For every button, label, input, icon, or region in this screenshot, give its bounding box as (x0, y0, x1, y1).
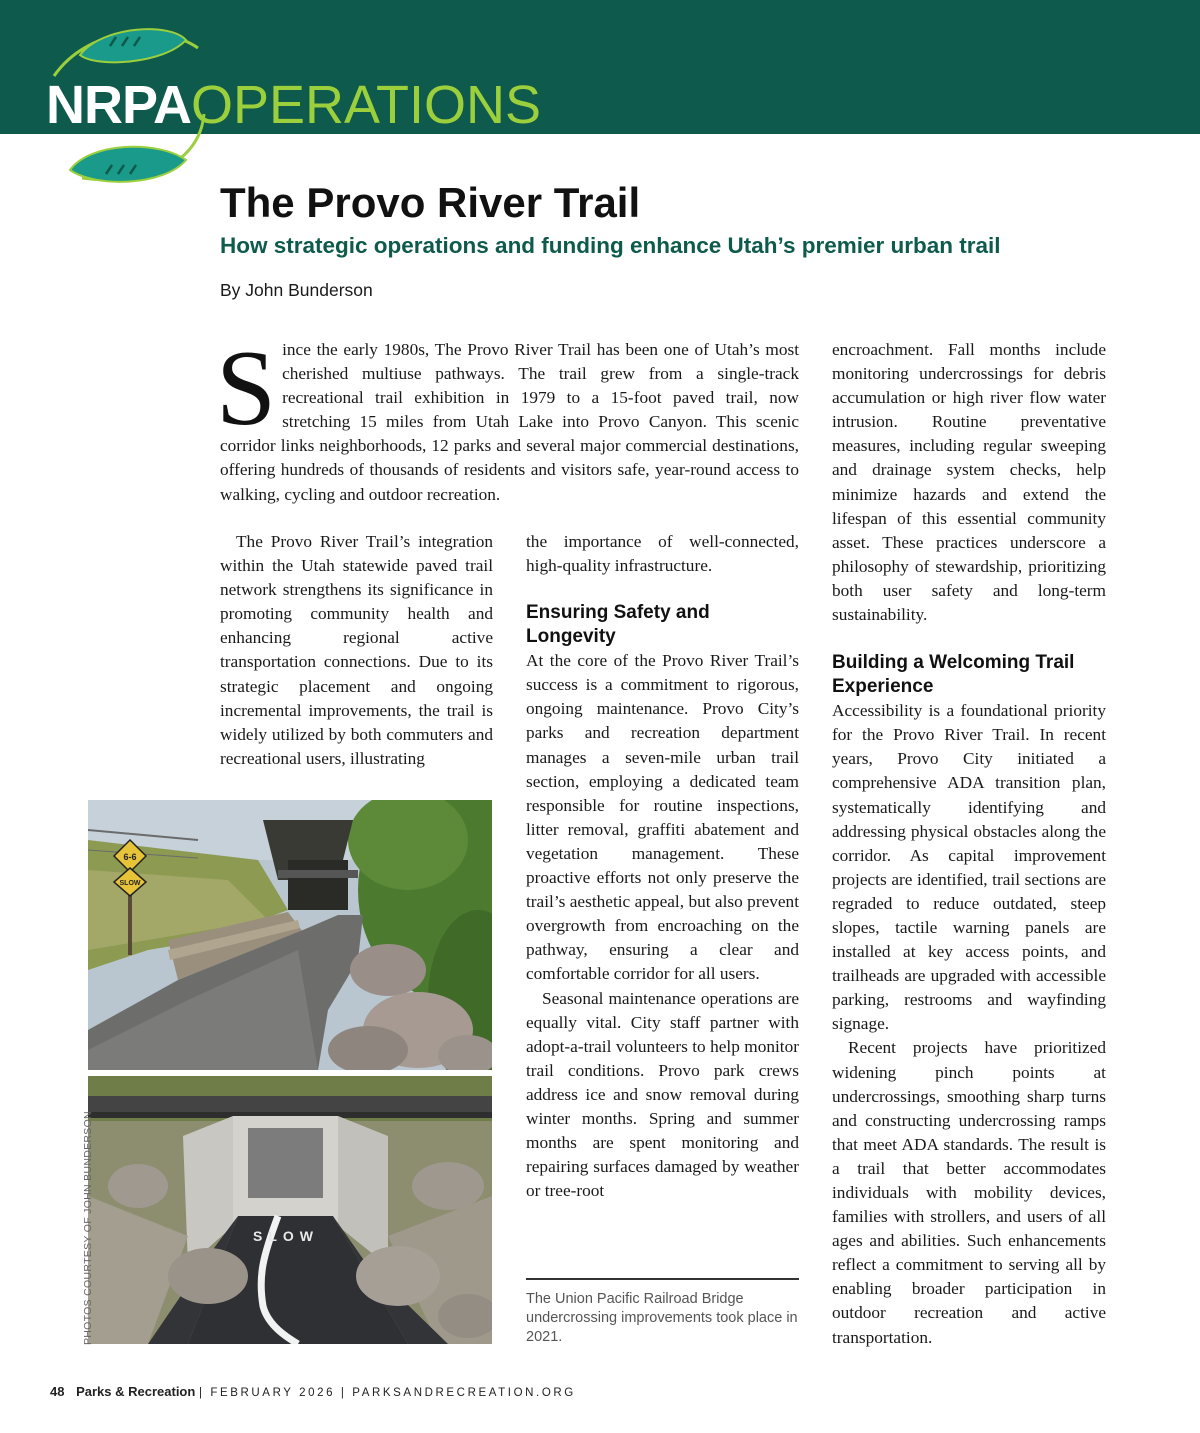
brand-logotype (46, 70, 541, 140)
page-footer (50, 1383, 576, 1402)
body-paragraph: encroachment. Fall months include monitoring undercrossings for debris accumulation or high river flow water intrusion. Routine preventative measures, including regular sweeping and drainage system checks, help minimize hazards and extend the lifespan of this essential community asset. These practices underscore a philosophy of stewardship, prioritizing both user safety and long-term sustainability. (832, 340, 1106, 625)
article-subtitle: How strategic operations and funding enhance Utah’s premier urban trail (220, 233, 1001, 258)
issue-meta: | FEBRUARY 2026 | PARKSANDRECREATION.ORG (198, 1387, 576, 1399)
magazine-name: Parks & Recreation (76, 1384, 196, 1399)
body-paragraph: Recent projects have prioritized widening pinch points at undercrossings, smoothing sharp turns and constructing undercrossing ramps that meet ADA standards. The result is a trail that better accommodates individuals with mobility devices, families with strollers, and users of all ages and abilities. Such enhancements reflect a commitment to serving all by enabling broader participation in outdoor recreation and active transportation. (832, 1038, 1106, 1347)
byline: By John Bunderson (220, 280, 373, 300)
body-paragraph: Accessibility is a foundational priority for the Provo River Trail. In recent years, Provo City initiated a comprehensive ADA transition plan, systematically identifying and addressing physical obstacles along the corridor. As capital improvement projects are identified, trail sections are regraded to reduce outdated, steep slopes, tactile warning panels are installed at key access points, and trailheads are upgraded with accessible parking, restrooms and wayfinding signage. (832, 701, 1106, 1034)
pavement-slow-marking: SLOW (253, 1228, 319, 1244)
page-number: 48 (50, 1384, 65, 1399)
photo-credit: PHOTOS COURTESY OF JOHN BUNDERSON (82, 1111, 94, 1345)
column-1 (220, 530, 493, 771)
photo-trail-undercrossing (88, 800, 492, 1070)
section-heading-safety: Ensuring Safety and Longevity (526, 602, 710, 648)
photo-railroad-undercrossing (88, 1076, 492, 1344)
body-paragraph: At the core of the Provo River Trail’s success is a commitment to rigorous, ongoing maintenance. Provo City’s parks and recreation department manages a seven-mile urban trail section, employing a dedicated team responsible for routine inspections, litter removal, graffiti abatement and vegetation management. These proactive efforts not only preserve the trail’s aesthetic appeal, but also prevent overgrowth from encroaching on the pathway, ensuring a clear and comfortable corridor for all users. (526, 651, 799, 984)
sign-slow: SLOW (119, 880, 141, 887)
column-3 (832, 338, 1106, 1350)
body-paragraph: The Provo River Trail’s integration within the Utah statewide paved trail network strengthens its significance in promoting community health and enhancing regional active transportation connections. Due to its strategic placement and ongoing incremental improvements, the trail is widely utilized by both commuters and recreational users, illustrating (220, 532, 493, 768)
column-2 (526, 530, 799, 1203)
section-heading-welcoming: Building a Welcoming Trail Experience (832, 652, 1075, 698)
brand-nrpa: NRPA (46, 75, 192, 135)
intro-block (216, 329, 799, 507)
body-paragraph: Seasonal maintenance operations are equally vital. City staff partner with adopt-a-trail volunteers to help monitor trail conditions. Provo park crews address ice and snow removal during winter months. Spring and summer months are spent monitoring and repairing surfaces damaged by weather or tree-root (526, 988, 799, 1201)
drop-cap: S (216, 329, 277, 448)
article-title: The Provo River Trail (220, 179, 641, 226)
caption-rule (526, 1278, 799, 1280)
intro-paragraph: ince the early 1980s, The Provo River Trail has been one of Utah’s most cherished multiuse pathways. The trail grew from a single-track recreational trail exhibition in 1979 to a 15-foot paved trail, now stretching 15 miles from Utah Lake into Provo Canyon. This scenic corridor links neighborhoods, 12 parks and several major commercial destinations, offering hundreds of thousands of residents and visitors safe, year-round access to walking, cycling and outdoor recreation. (220, 340, 799, 504)
brand-operations: OPERATIONS (191, 75, 542, 135)
sign-6-6: 6-6 (123, 852, 137, 862)
photo-caption: The Union Pacific Railroad Bridge undercrossing improvements took place in 2021. (526, 1291, 798, 1345)
body-paragraph: the importance of well-connected, high-quality infrastructure. (526, 532, 799, 576)
